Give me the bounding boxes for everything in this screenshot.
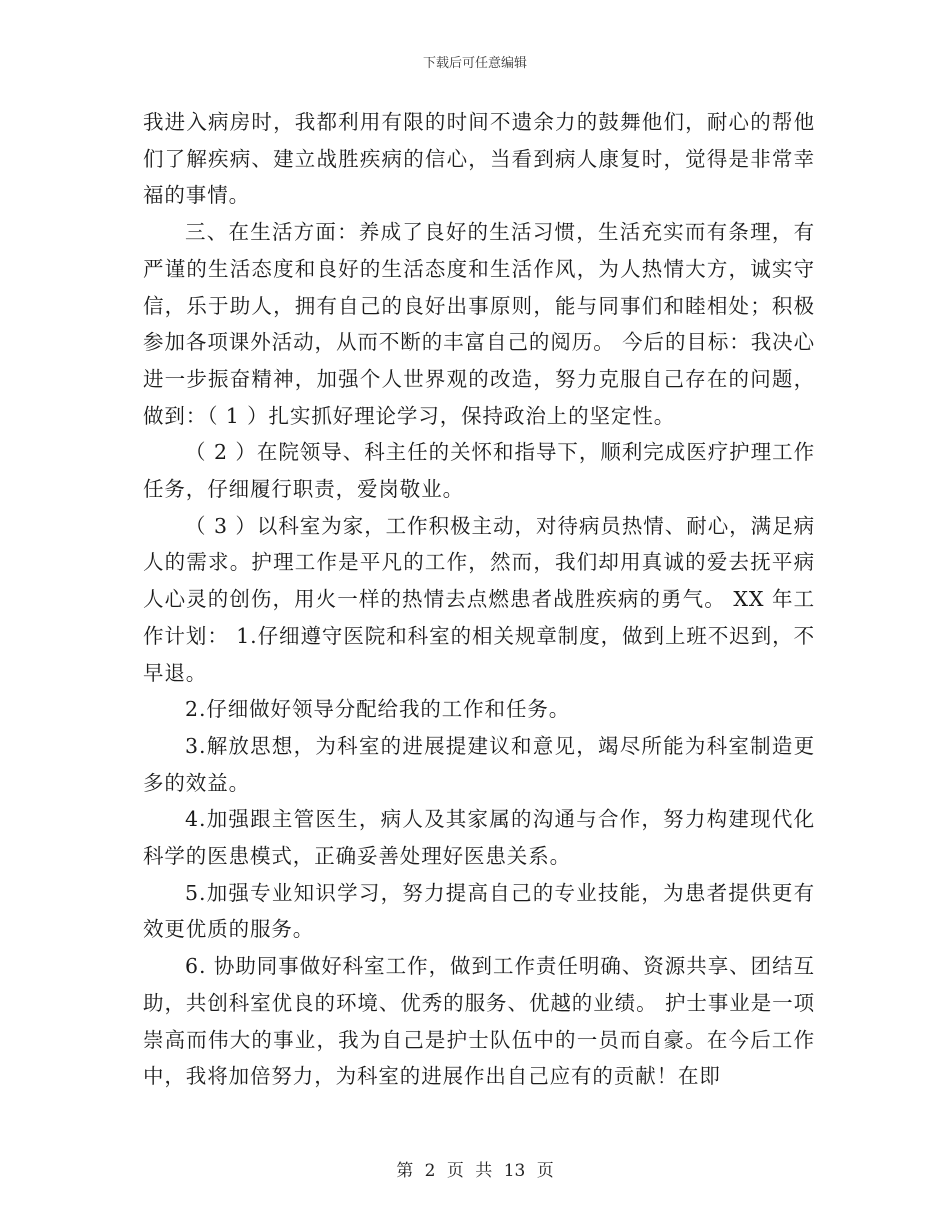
paragraph-1: 我进入病房时，我都利用有限的时间不遗余力的鼓舞他们，耐心的帮他们了解疾病、建立战胜疾病的信心，当看到病人康复时，觉得是非常幸福的事情。 <box>143 110 815 208</box>
page-number: 第 2 页 共 13 页 <box>396 1161 554 1181</box>
paragraph-6: 3.解放思想，为科室的进展提建议和意见，竭尽所能为科室制造更多的效益。 <box>143 733 815 795</box>
paragraph-3: （ 2 ）在院领导、科主任的关怀和指导下，顺利完成医疗护理工作任务，仔细履行职责，爱岗敬业。 <box>143 440 815 502</box>
paragraph-9: 6. 协助同事做好科室工作，做到工作责任明确、资源共享、团结互助，共创科室优良的环境、优秀的服务、优越的业绩。 护士事业是一项崇高而伟大的事业，我为自己是护士队伍中的一员而自豪。在今后工作中，我将加倍努力，为科室的进展作出自己应有的贡献！在即 <box>143 954 815 1089</box>
paragraph-7: 4.加强跟主管医生，病人及其家属的沟通与合作，努力构建现代化科学的医患模式，正确妥善处理好医患关系。 <box>143 807 815 869</box>
paragraph-2: 三、在生活方面：养成了良好的生活习惯，生活充实而有条理，有严谨的生活态度和良好的生活态度和生活作风，为人热情大方，诚实守信，乐于助人，拥有自己的良好出事原则，能与同事们和睦相处；积极参加各项课外活动，从而不断的丰富自己的阅历。 今后的目标：我决心进一步振奋精神，加强个人世界观的改造，努力克服自己存在的问题，做到：（ 1 ）扎实抓好理论学习，保持政治上的坚定性。 <box>143 220 815 428</box>
page-header: 下载后可任意编辑 <box>422 56 527 71</box>
document-body <box>143 104 815 1095</box>
paragraph-5: 2.仔细做好领导分配给我的工作和任务。 <box>185 697 571 722</box>
paragraph-8: 5.加强专业知识学习，努力提高自己的专业技能，为患者提供更有效更优质的服务。 <box>143 880 815 942</box>
paragraph-4: （ 3 ）以科室为家，工作积极主动，对待病员热情、耐心，满足病人的需求。护理工作是平凡的工作，然而，我们却用真诚的爱去抚平病人心灵的创伤，用火一样的热情去点燃患者战胜疾病的勇气。 XX 年工作计划： 1.仔细遵守医院和科室的相关规章制度，做到上班不迟到，不早退。 <box>143 513 815 685</box>
